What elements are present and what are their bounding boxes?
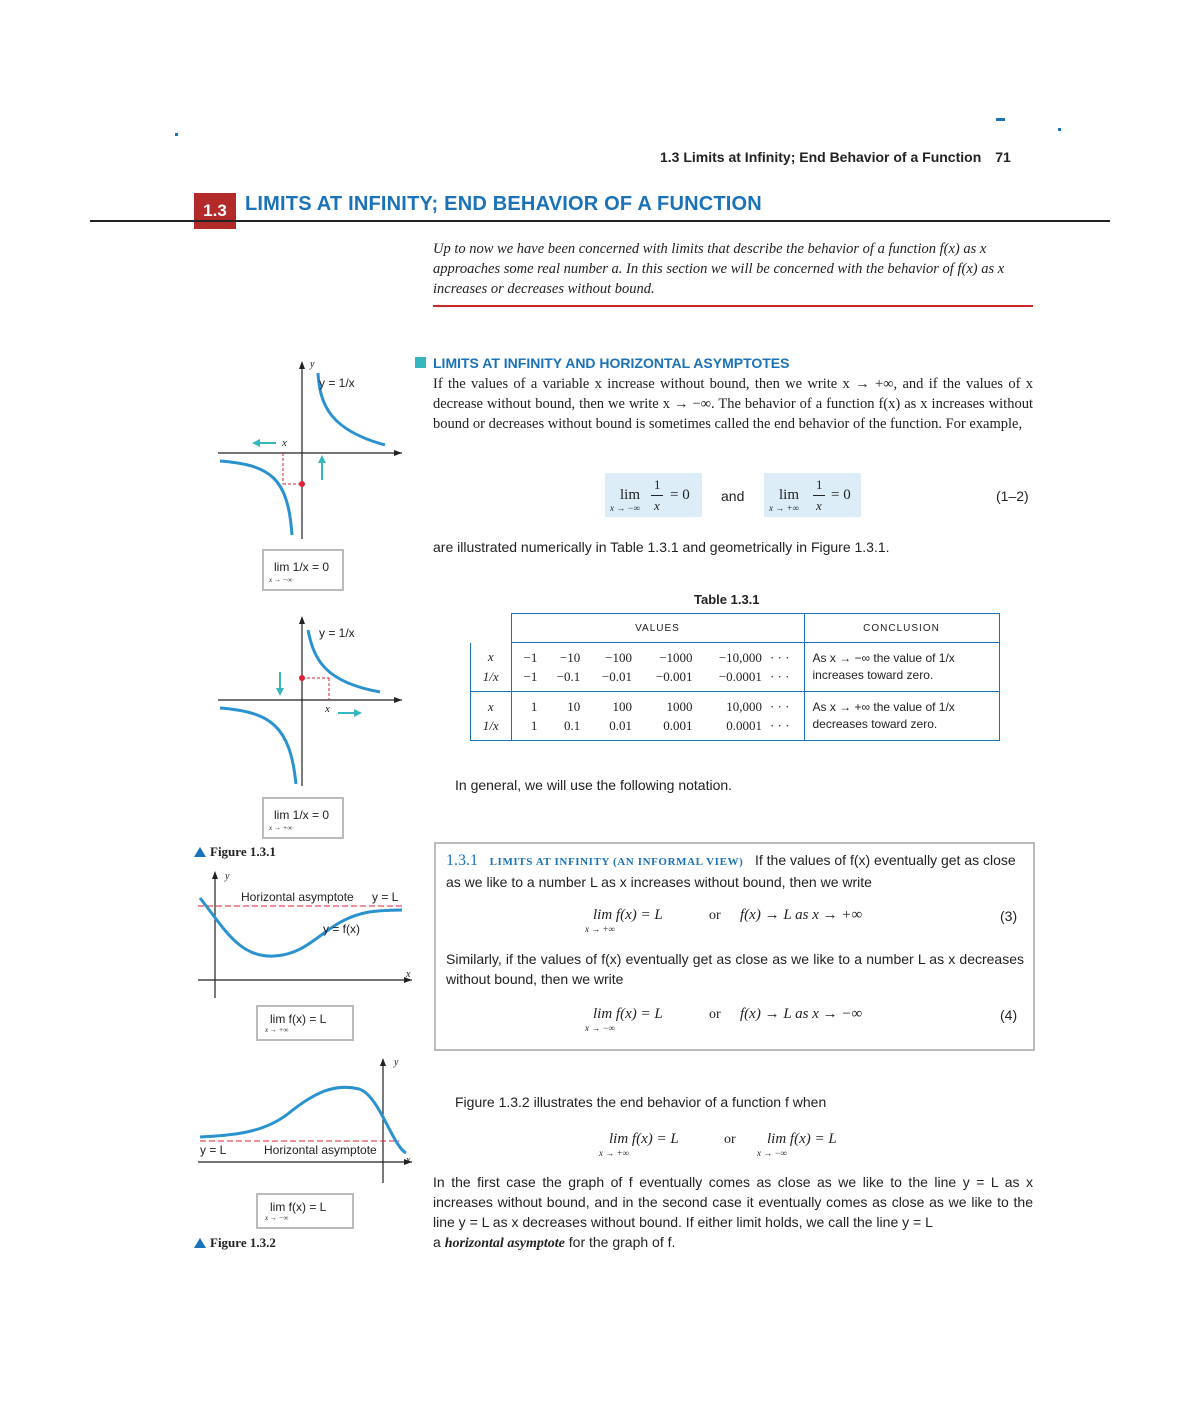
left-arrow-head (252, 439, 260, 447)
value-cell: −1 (523, 649, 538, 665)
value-cell: −0.001 (636, 667, 697, 692)
value-cell: 100 (612, 698, 632, 714)
row-label-cell: x (471, 692, 512, 717)
value-cell: 1000 (666, 698, 693, 714)
x-axis-label: x (325, 703, 330, 715)
values-table (470, 613, 1000, 741)
yfx-label: y = f(x) (323, 922, 361, 936)
curve-label-top: y = 1/x (319, 376, 355, 390)
section-number: 1.3 (194, 193, 236, 229)
y-axis-arrow (299, 616, 305, 624)
conclusion-cell (804, 643, 999, 692)
value-cell: −10,000 (718, 649, 762, 665)
limit-box-top-text: lim 1/x = 0 (274, 560, 330, 574)
eq3-right: f(x) → L as x → +∞ (740, 907, 863, 923)
paragraph-3: In general, we will use the following notation. (455, 777, 733, 793)
paragraph-5-post: for the graph of f. (564, 1234, 676, 1250)
limit-box-top (262, 549, 344, 591)
page-number: 71 (995, 149, 1011, 165)
formula-left-eq: = 0 (670, 487, 690, 503)
horizontal-asymptote-term: horizontal asymptote (444, 1236, 565, 1251)
value-cell: 1 (511, 716, 541, 741)
formula-left-num: 1 (654, 477, 661, 492)
paragraph-2: are illustrated numerically in Table 1.3.1 and geometrically in Figure 1.3.1. (433, 539, 890, 555)
corner-mark (1058, 128, 1061, 131)
limit-box-fig132-top-sub: x → +∞ (265, 1026, 289, 1034)
value-cell: 10,000 (726, 698, 762, 714)
y-axis-arrow (212, 871, 218, 879)
value-cell: 1 (530, 698, 538, 714)
table-row (471, 692, 1000, 717)
subsection-heading: LIMITS AT INFINITY AND HORIZONTAL ASYMPTOTES (433, 355, 790, 371)
figure-1-3-1-top-graph (210, 355, 410, 545)
formula-left-lim: lim (620, 487, 641, 503)
paragraph-4: Figure 1.3.2 illustrates the end behavior of a function f when (455, 1094, 827, 1110)
conclusion-line: decreases toward zero. (812, 717, 938, 731)
conclusion-header: CONCLUSION (804, 614, 999, 643)
function-curve (200, 898, 402, 956)
paragraph-5 (433, 1172, 1033, 1254)
y-axis-arrow (299, 361, 305, 369)
paragraph-1 (433, 374, 1033, 434)
corner-mark (996, 118, 1005, 121)
figure-1-3-1-caption-text: Figure 1.3.1 (210, 844, 276, 859)
definition-body-2: Similarly, if the values of f(x) eventually get as close as we like to a number L as x decreases without bound, then we write (446, 951, 1024, 987)
eq4-left: lim f(x) = L (593, 1006, 663, 1022)
value-cell: · · · (766, 716, 804, 741)
running-head-title: 1.3 Limits at Infinity; End Behavior of a Function (660, 149, 982, 165)
row-label-cell: 1/x (471, 667, 512, 692)
formula-right-den: x (816, 498, 822, 513)
eq3-left: lim f(x) = L (593, 907, 663, 923)
conclusion-cell (804, 692, 999, 741)
table-caption: Table 1.3.1 (694, 592, 760, 607)
down-arrow-head (276, 688, 284, 696)
eq4-sub: x → −∞ (585, 1023, 615, 1033)
definition-text-1 (446, 850, 1024, 893)
formula-and: and (721, 488, 745, 504)
value-cell: −1 (511, 667, 541, 692)
definition-number: 1.3.1 (446, 852, 478, 869)
section-title: LIMITS AT INFINITY; END BEHAVIOR OF A FUNCTION (245, 193, 762, 215)
fraction-bar (813, 495, 825, 496)
asymptote-label-top: Horizontal asymptote (241, 890, 354, 904)
eq4-right: f(x) → L as x → −∞ (740, 1006, 863, 1022)
value-cell: · · · (769, 649, 790, 665)
yL-label-bottom: y = L (200, 1143, 227, 1157)
equation-tag-1-2: (1–2) (996, 488, 1029, 504)
value-cell: −1000 (659, 649, 693, 665)
limit-box-bottom (262, 797, 344, 839)
value-cell: −10 (559, 649, 581, 665)
figure-1-3-2-caption (194, 1235, 276, 1251)
y-axis-label: y (310, 359, 315, 370)
asymptote-label-bottom: Horizontal asymptote (264, 1143, 377, 1157)
values-header: VALUES (511, 614, 804, 643)
caption-triangle-icon (194, 847, 206, 857)
value-cell: 0.01 (584, 716, 636, 741)
subsection-marker (415, 357, 426, 368)
eq5-left: lim f(x) = L (609, 1131, 679, 1147)
limit-box-fig132-top-text: lim f(x) = L (270, 1012, 327, 1026)
corner-mark (175, 133, 178, 136)
value-cell: 10 (567, 698, 581, 714)
running-head (660, 149, 1011, 165)
up-arrow-head (318, 455, 326, 463)
conclusion-line: increases toward zero. (812, 668, 934, 682)
eq5-left-sub: x → +∞ (599, 1148, 629, 1158)
yL-label-top: y = L (372, 890, 399, 904)
x-axis-label: x (406, 1155, 411, 1166)
intro-paragraph: Up to now we have been concerned with limits that describe the behavior of a function f(x) as x approaches some real number a. In this section we will be concerned with the behavior of f(x) as x increases or decreases without bound. (433, 241, 1005, 297)
limit-box-fig132-bottom-sub: x → −∞ (265, 1214, 289, 1222)
figure-1-3-2-bottom-graph (194, 1055, 416, 1185)
value-cell: −100 (605, 649, 632, 665)
paragraph-1-text: If the values of a variable x increase without bound, then we write x → +∞, and if the values of x decrease without bound, then we write x → −∞. The behavior of a function f(x) as x increases without bound or decreases without bound is sometimes called the end behavior of the function. For example, (433, 376, 1033, 432)
point-marker (299, 675, 305, 681)
value-cell: −0.0001 (697, 667, 766, 692)
figure-1-3-2-caption-text: Figure 1.3.2 (210, 1235, 276, 1250)
limit-box-top-sub: x → −∞ (269, 576, 293, 584)
y-axis-label: y (225, 871, 230, 882)
formula-left-sub: x → −∞ (610, 503, 640, 513)
x-axis-arrow (394, 697, 402, 703)
definition-body-1: If the values of f(x) eventually get as close as we like to a number L as x increases without bound, then we write (446, 852, 1016, 890)
limit-box-fig132-bottom-text: lim f(x) = L (270, 1200, 327, 1214)
value-cell: · · · (766, 667, 804, 692)
x-axis-label: x (282, 437, 287, 449)
formula-right-num: 1 (816, 477, 823, 492)
x-axis-arrow (394, 450, 402, 456)
conclusion-line: As x → +∞ the value of 1/x (812, 700, 955, 714)
value-cell: −0.01 (584, 667, 636, 692)
y-axis-arrow (380, 1058, 386, 1066)
formula-right-sub: x → +∞ (769, 503, 799, 513)
intro-rule (433, 305, 1033, 307)
limit-box-bottom-sub: x → +∞ (269, 824, 293, 832)
fraction-bar (651, 495, 663, 496)
value-cell: 0.0001 (697, 716, 766, 741)
hyperbola-branch-left (220, 708, 296, 784)
figure-1-3-1-caption (194, 844, 276, 860)
table-row (471, 643, 1000, 668)
formula-left-den: x (654, 498, 660, 513)
formula-right-eq: = 0 (831, 487, 851, 503)
hyperbola-branch-left (220, 461, 292, 535)
figure-1-3-1-bottom-graph (210, 610, 410, 790)
eq3-or: or (709, 908, 721, 923)
eq5-right: lim f(x) = L (767, 1131, 837, 1147)
point-marker (299, 481, 305, 487)
eq5-or: or (724, 1132, 736, 1147)
value-cell: 0.1 (541, 716, 584, 741)
eq3-sub: x → +∞ (585, 924, 615, 934)
equation-tag-4: (4) (1000, 1007, 1018, 1023)
y-axis-label: y (394, 1057, 399, 1068)
eq4-or: or (709, 1007, 721, 1022)
caption-triangle-icon (194, 1238, 206, 1248)
value-cell: 0.001 (636, 716, 697, 741)
formula-right-lim: lim (779, 487, 800, 503)
paragraph-5-text: In the first case the graph of f eventually comes as close as we like to the line y = L as x increases without bound, and in the second case it eventually comes as close as we like to the line y = L as x decreases without bound. If either limit holds, we call the line y = L (433, 1174, 1033, 1230)
limit-box-fig132-top (256, 1005, 354, 1041)
row-label-cell: 1/x (471, 716, 512, 741)
x-axis-label: x (406, 969, 411, 980)
curve-label-bottom: y = 1/x (319, 626, 355, 640)
equation-tag-3: (3) (1000, 908, 1018, 924)
conclusion-line: As x → −∞ the value of 1/x (812, 651, 955, 665)
section-rule (90, 220, 1110, 222)
definition-title: LIMITS AT INFINITY (AN INFORMAL VIEW) (489, 856, 744, 868)
table-header-row (471, 614, 1000, 643)
eq5-right-sub: x → −∞ (757, 1148, 787, 1158)
value-cell: −0.1 (541, 667, 584, 692)
right-arrow-head (354, 709, 362, 717)
figure-1-3-2-top-graph (194, 868, 414, 1000)
paragraph-5-pre: a (433, 1234, 445, 1250)
row-label-cell: x (471, 643, 512, 668)
value-cell: · · · (769, 698, 790, 714)
limit-box-fig132-bottom (256, 1193, 354, 1229)
limit-box-bottom-text: lim 1/x = 0 (274, 808, 330, 822)
